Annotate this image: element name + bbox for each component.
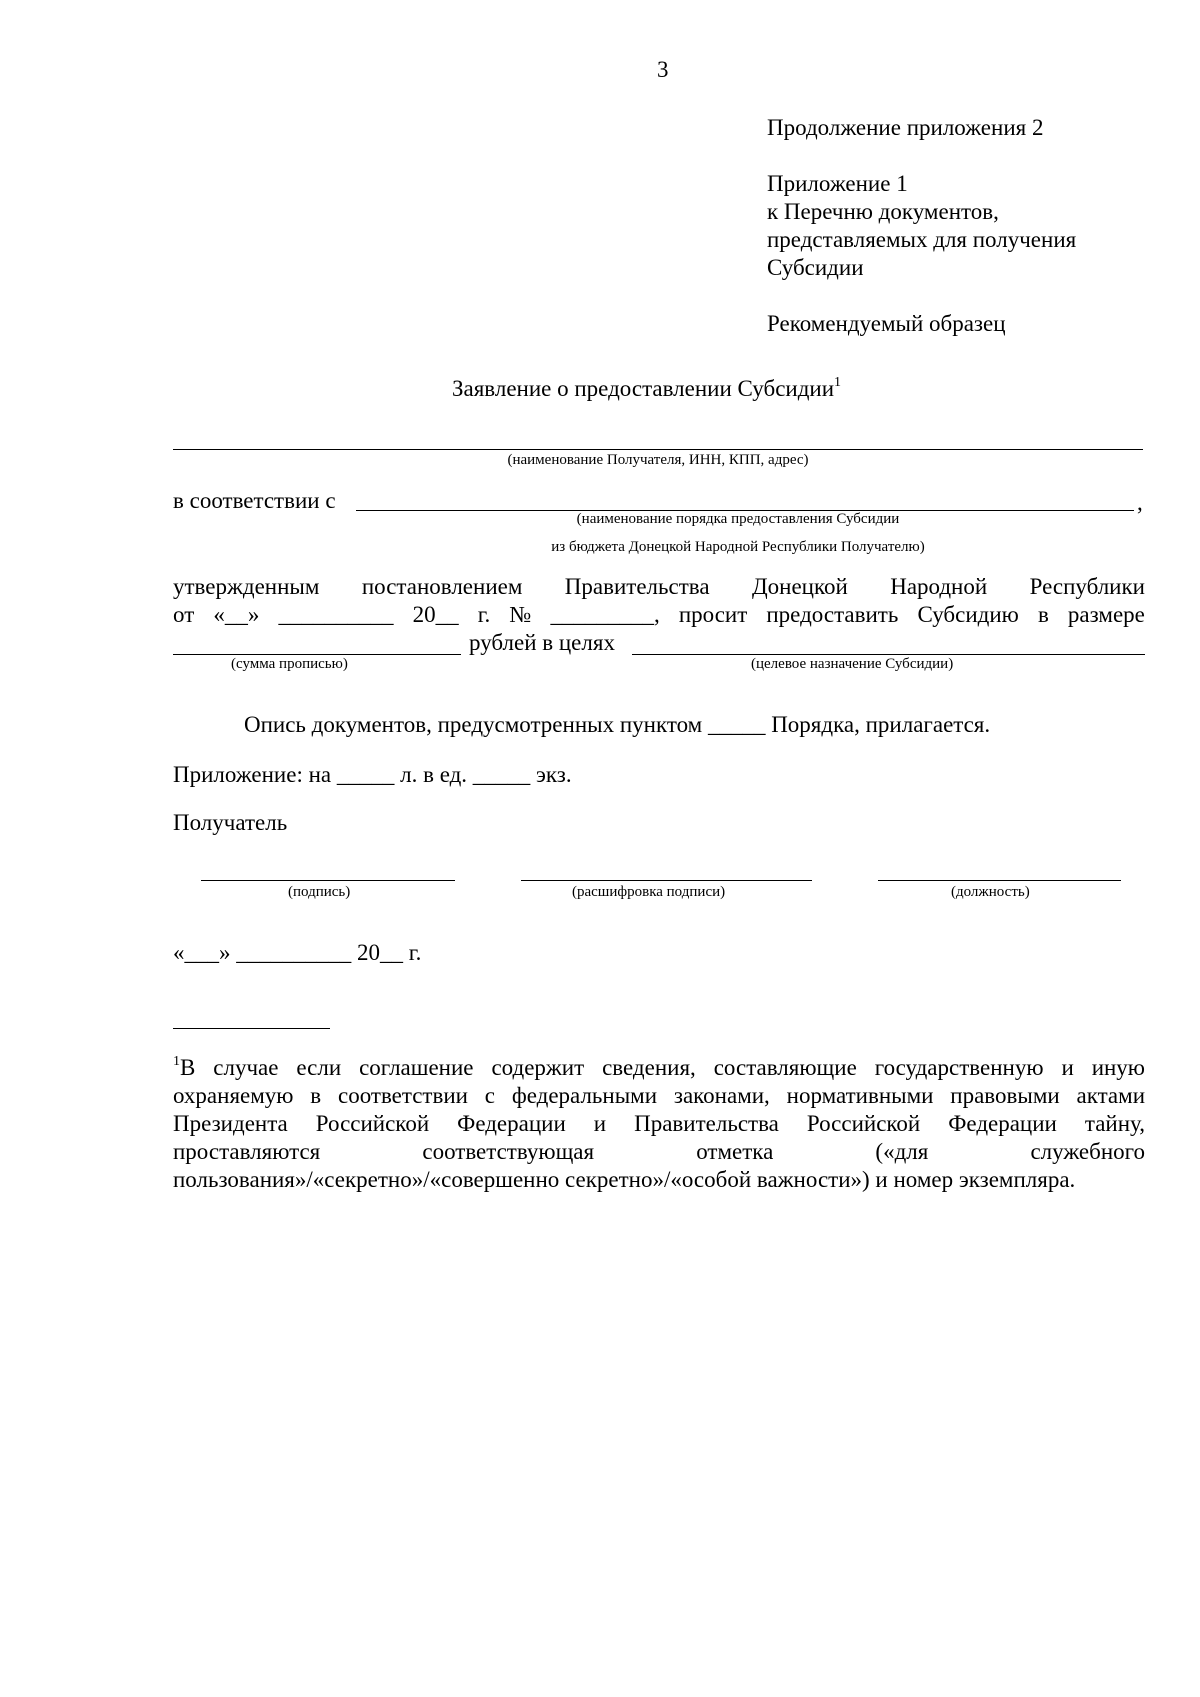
signature-decoding-line — [521, 880, 812, 881]
date-line-word: от — [173, 602, 195, 627]
approved-word: Народной — [890, 574, 988, 599]
date-line-word: 20__ — [412, 602, 459, 627]
sample-label: Рекомендуемый образец — [767, 311, 1006, 336]
position-line — [878, 880, 1121, 881]
amount-caption: (сумма прописью) — [231, 656, 348, 672]
position-caption: (должность) — [951, 884, 1030, 900]
purpose-caption: (целевое назначение Субсидии) — [751, 656, 954, 672]
signature-line — [201, 880, 455, 881]
signature-caption: (подпись) — [288, 884, 351, 900]
date-line-word: Субсидию — [917, 602, 1019, 627]
recipient-caption: (наименование Получателя, ИНН, КПП, адрес) — [507, 452, 809, 468]
form-title — [452, 375, 841, 403]
footnote-line: $^1$В случае если соглашение содержит сведения, составляющие государственную и иную — [173, 1054, 1145, 1080]
procedure-caption-1: (наименование порядка предоставления Субсидии — [576, 511, 900, 527]
approved-word: Донецкой — [751, 574, 848, 599]
footnote-line: охраняемую в соответствии с федеральными законами, нормативными правовыми актами — [173, 1083, 1145, 1108]
recipient-label: Получатель — [173, 810, 288, 835]
title-footnote-mark: 1 — [834, 375, 842, 390]
footnote-line: Президента Российской Федерации и Правительства Российской Федерации тайну, — [173, 1111, 1145, 1136]
footnote-separator — [173, 1028, 330, 1029]
inventory-statement: Опись документов, предусмотренных пунктом _____ Порядка, прилагается. — [244, 712, 991, 737]
date-line-word: г. — [477, 602, 491, 627]
footnote-last-line: пользования»/«секретно»/«совершенно секретно»/«особой важности») и номер экземпляра. — [173, 1167, 1076, 1192]
approved-word: Республики — [1029, 574, 1145, 599]
appendix-line-1: Приложение 1 — [767, 171, 908, 196]
continuation-label: Продолжение приложения 2 — [767, 115, 1044, 140]
according-prefix: в соответствии с — [173, 488, 336, 513]
footnote — [173, 1054, 1145, 1194]
date-line-word: «__» — [213, 602, 260, 627]
date-line-word: просит — [678, 602, 748, 627]
rubles-text: рублей в целях — [469, 630, 615, 655]
attachment-line: Приложение: на _____ л. в ед. _____ экз. — [173, 762, 572, 787]
procedure-comma: , — [1137, 490, 1143, 515]
recipient-line — [173, 449, 1143, 450]
date-line-word: размере — [1067, 602, 1145, 627]
date-line-word: предоставить — [766, 602, 899, 627]
approved-word: Правительства — [564, 574, 710, 599]
date-line-word: _________, — [550, 602, 660, 627]
signature-decoding-caption: (расшифровка подписи) — [572, 884, 726, 900]
appendix-line-3: представляемых для получения — [767, 227, 1077, 252]
date-line-word: __________ — [278, 602, 394, 627]
application-date: «___» __________ 20__ г. — [173, 940, 422, 965]
date-line-word: № — [509, 602, 532, 627]
footnote-mark: 1 — [173, 1054, 180, 1069]
date-line-word: в — [1037, 602, 1049, 627]
approved-word: постановлением — [361, 574, 523, 599]
date-number-line — [173, 601, 1145, 629]
footnote-line: проставляются соответствующая отметка («для служебного — [173, 1139, 1145, 1164]
page-number: 3 — [657, 57, 669, 82]
approved-word: утвержденным — [173, 574, 320, 599]
form-title-text: Заявление о предоставлении Субсидии — [452, 376, 835, 401]
appendix-line-2: к Перечню документов, — [767, 199, 999, 224]
approved-line — [173, 573, 1145, 601]
procedure-caption-2: из бюджета Донецкой Народной Республики Получателю) — [551, 539, 925, 555]
appendix-line-4: Субсидии — [767, 255, 864, 280]
